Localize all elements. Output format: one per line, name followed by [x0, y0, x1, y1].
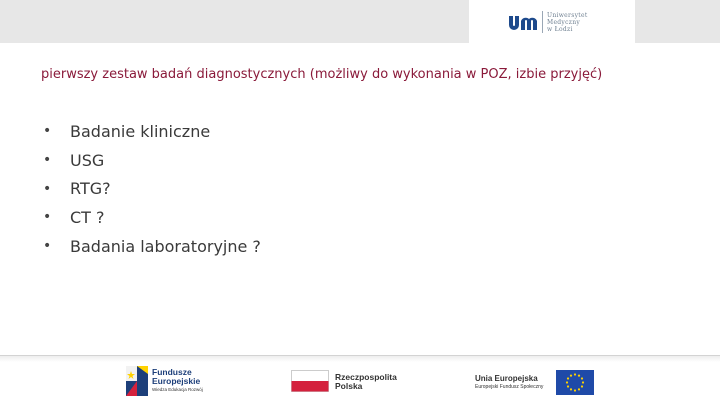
list-item [43, 232, 261, 261]
fundusze-europejskie-icon [126, 366, 148, 396]
bullet-icon: • [43, 152, 52, 169]
list-item [43, 117, 261, 146]
list-item-text: USG [70, 150, 105, 170]
list-item [43, 146, 261, 175]
fundusze-europejskie-logo-text [152, 368, 203, 394]
eu-flag-icon [556, 370, 594, 395]
list-item [43, 203, 261, 232]
fe-line: Europejskie [152, 376, 201, 386]
list-item-text: CT ? [70, 207, 105, 227]
bullet-icon: • [43, 209, 52, 226]
polish-flag-icon [291, 370, 329, 392]
university-name-line: Medyczny [547, 19, 581, 26]
fe-line: Fundusze [152, 367, 192, 377]
university-name [547, 12, 588, 33]
um-logo-mark [507, 12, 539, 32]
bullet-icon: • [43, 123, 52, 140]
university-name-line: Uniwersytet [547, 12, 588, 19]
bullet-icon: • [43, 180, 52, 197]
university-logo [469, 0, 635, 43]
footer-shadow [0, 356, 720, 362]
list-item-text: Badania laboratoryjne ? [70, 236, 261, 256]
rp-line: Rzeczpospolita [335, 372, 397, 382]
ue-tagline: Europejski Fundusz Społeczny [475, 384, 544, 390]
list-item-text: RTG? [70, 179, 111, 199]
ue-line: Unia Europejska [475, 374, 538, 383]
slide-heading: pierwszy zestaw badań diagnostycznych (możliwy do wykonania w POZ, izbie przyjęć) [41, 67, 603, 82]
rzeczpospolita-logo-text [335, 373, 397, 391]
fe-tagline: Wiedza Edukacja Rozwój [152, 387, 203, 392]
rp-line: Polska [335, 381, 363, 391]
logo-divider [542, 11, 543, 33]
bullet-list [43, 117, 261, 260]
list-item-text: Badanie kliniczne [70, 121, 211, 141]
university-name-line: w Łodzi [547, 26, 573, 33]
list-item [43, 174, 261, 203]
unia-europejska-logo-text [475, 374, 543, 391]
bullet-icon: • [43, 238, 52, 255]
